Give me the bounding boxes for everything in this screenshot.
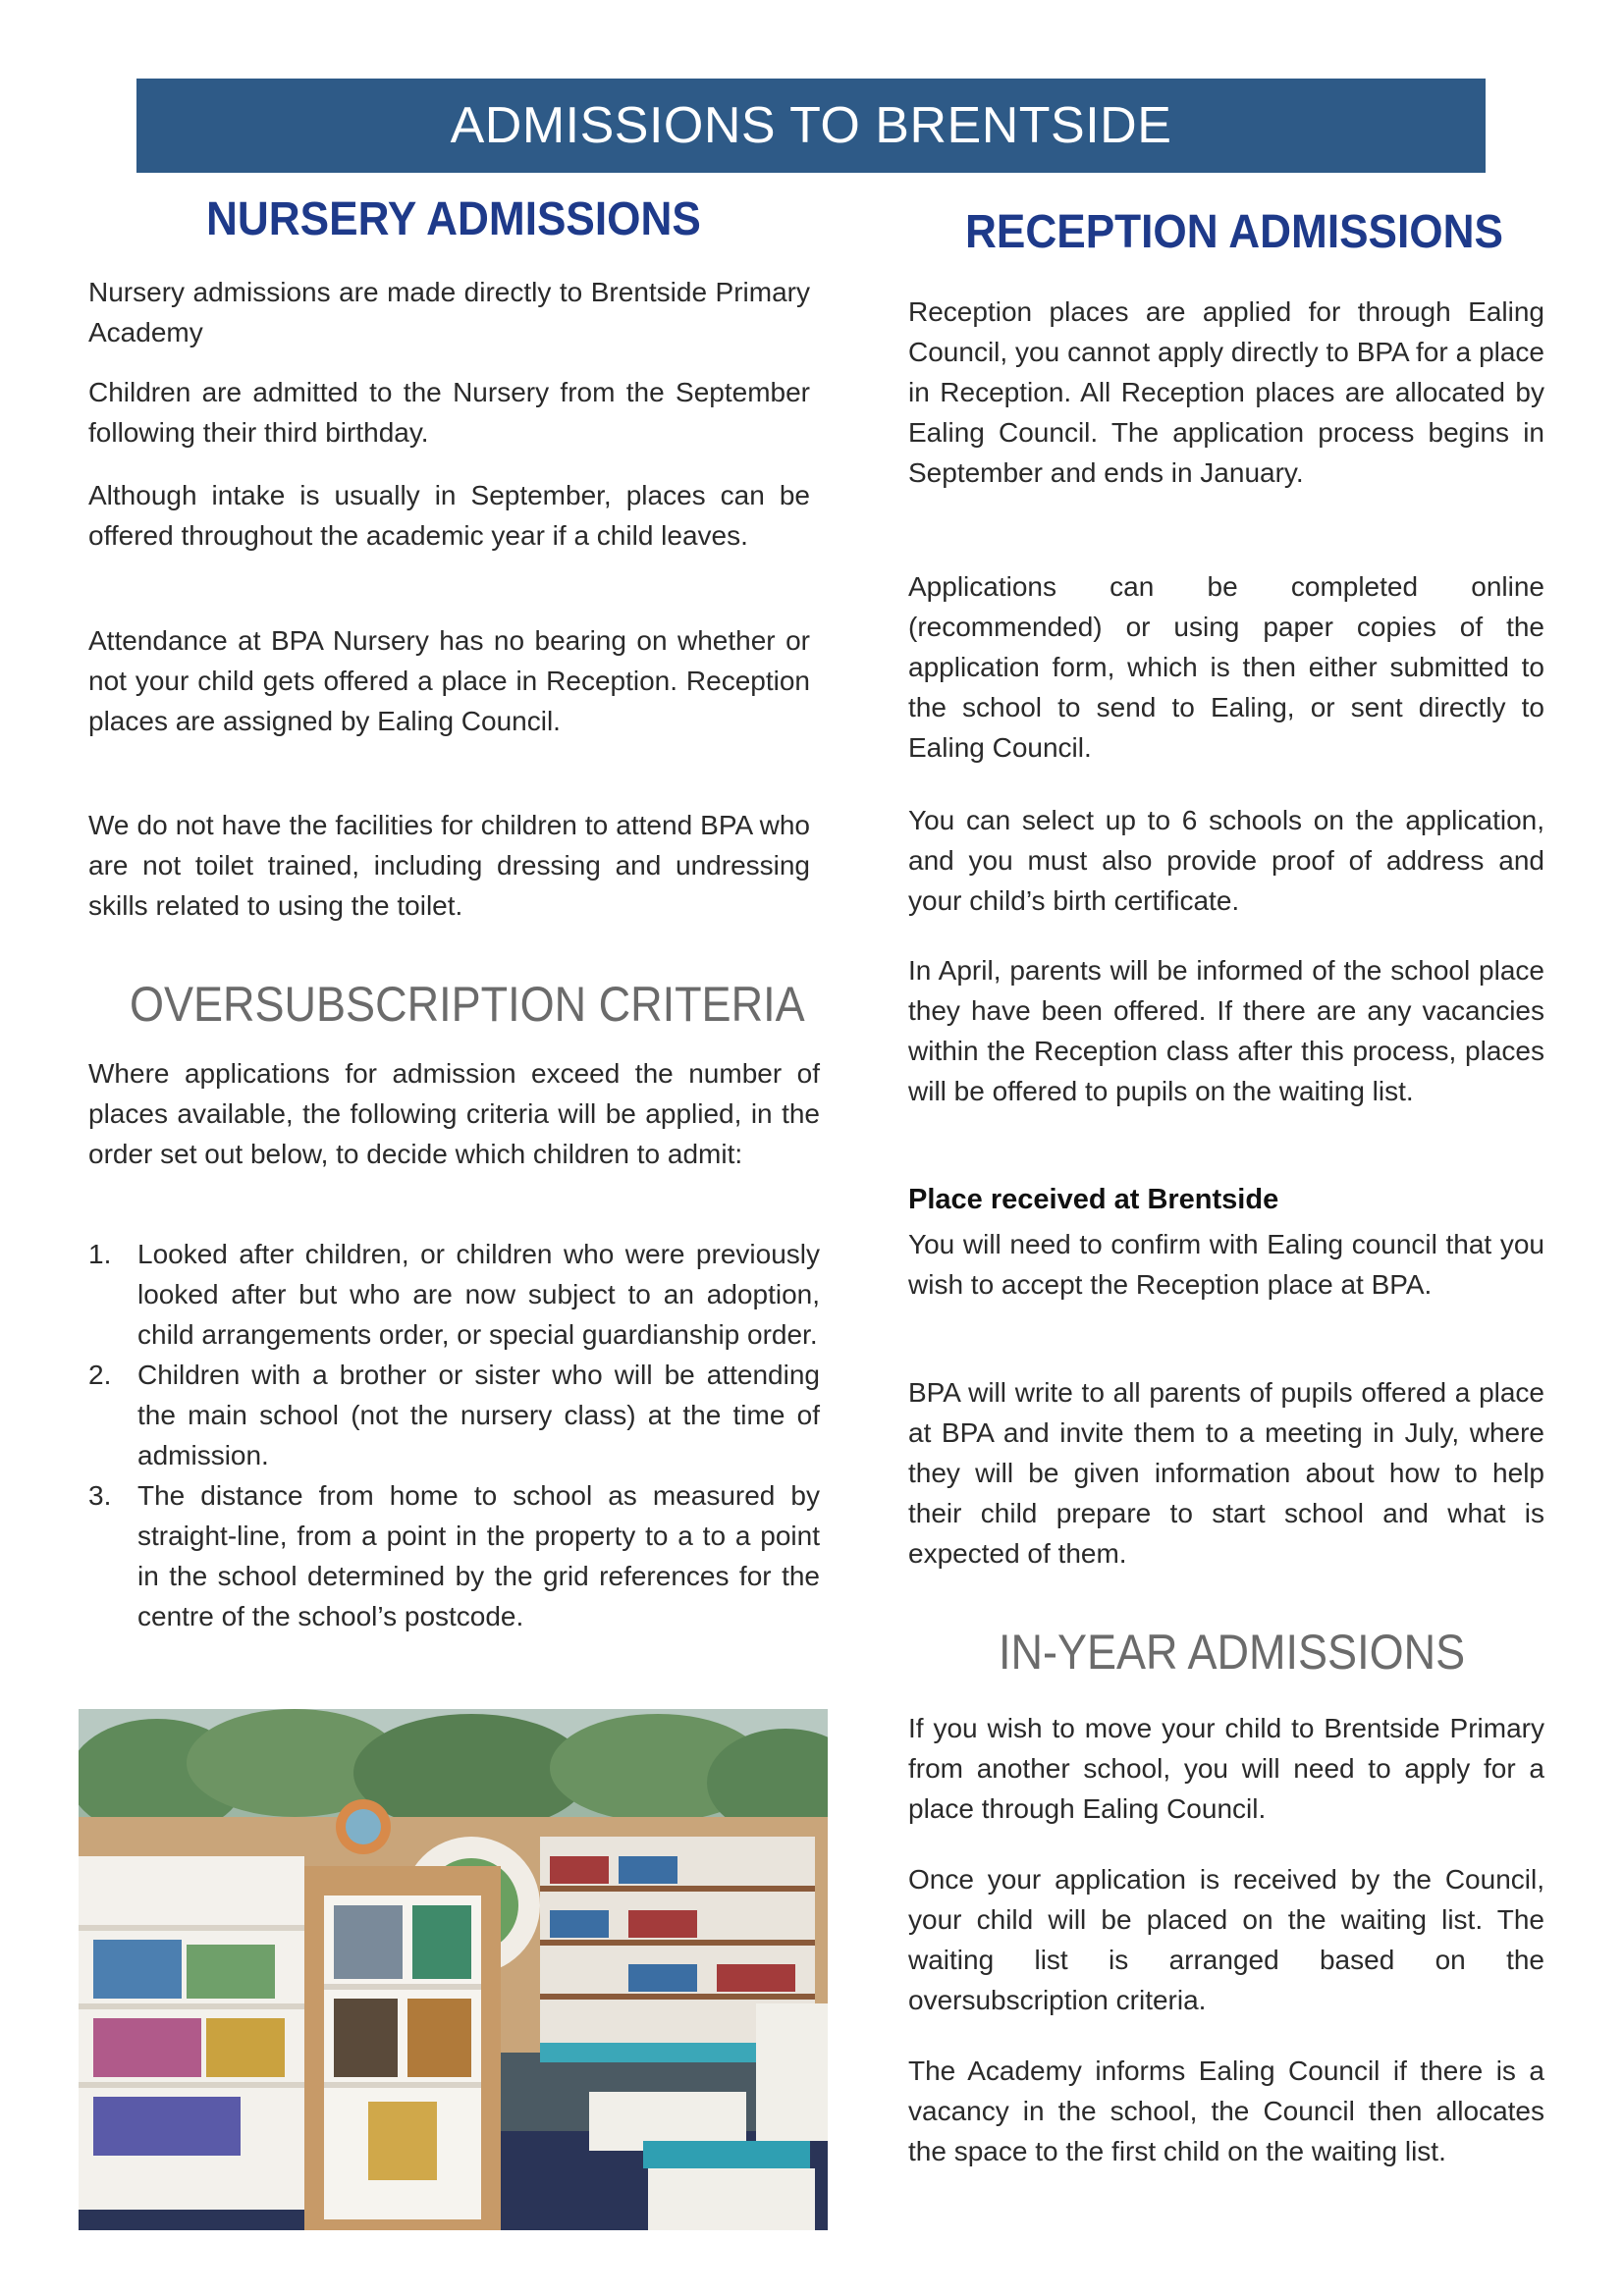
reception-paragraph-2: Applications can be completed online (recommended) or using paper copies of the application form, which is then either submitted to the school to send to Ealing, or sent directly to Ealing Council. xyxy=(908,571,1544,763)
in-year-paragraph-3: The Academy informs Ealing Council if there is a vacancy in the school, the Council then allocates the space to the first child on the waiting list. xyxy=(908,2056,1544,2166)
criteria-text: Looked after children, or children who were previously looked after but who are now subject to an adoption, child arrangements order, or special guardianship order. xyxy=(137,1239,820,1350)
criteria-list xyxy=(88,1234,820,1636)
criteria-item-1 xyxy=(88,1234,820,1355)
reception-paragraph-3: You can select up to 6 schools on the application, and you must also provide proof of address and your child’s birth certificate. xyxy=(908,805,1544,916)
oversubscription-heading: OVERSUBSCRIPTION CRITERIA xyxy=(130,977,805,1032)
in-year-heading: IN-YEAR ADMISSIONS xyxy=(999,1625,1466,1680)
reception-heading: RECEPTION ADMISSIONS xyxy=(965,206,1503,258)
nursery-paragraph-1: Nursery admissions are made directly to Brentside Primary Academy xyxy=(88,277,810,347)
criteria-number: 2. xyxy=(88,1360,112,1390)
criteria-number: 3. xyxy=(88,1480,112,1511)
criteria-text: The distance from home to school as measured by straight-line, from a point in the property to a to a point in the school determined by the grid references for the centre of the school’s postcode. xyxy=(137,1480,820,1631)
place-received-paragraph-1: You will need to confirm with Ealing council that you wish to accept the Reception place at BPA. xyxy=(908,1229,1544,1300)
place-received-subheading: Place received at Brentside xyxy=(908,1184,1279,1215)
in-year-paragraph-1: If you wish to move your child to Brentside Primary from another school, you will need to apply for a place through Ealing Council. xyxy=(908,1713,1544,1824)
page-title: ADMISSIONS TO BRENTSIDE xyxy=(450,97,1172,154)
reception-paragraph-4: In April, parents will be informed of the school place they have been offered. If there are any vacancies within the Reception class after this process, places will be offered to pupils on the waiting list. xyxy=(908,955,1544,1106)
library-illustration-icon xyxy=(79,1709,828,2230)
nursery-paragraph-5: We do not have the facilities for children to attend BPA who are not toilet trained, including dressing and undressing skills related to using the toilet. xyxy=(88,810,810,921)
nursery-paragraph-4: Attendance at BPA Nursery has no bearing on whether or not your child gets offered a place in Reception. Reception places are assigned by Ealing Council. xyxy=(88,625,810,736)
nursery-paragraph-2: Children are admitted to the Nursery from the September following their third birthday. xyxy=(88,377,810,448)
school-library-photo xyxy=(79,1709,828,2230)
nursery-heading: NURSERY ADMISSIONS xyxy=(206,193,701,245)
criteria-number: 1. xyxy=(88,1239,112,1269)
in-year-paragraph-2: Once your application is received by the Council, your child will be placed on the waiting list. The waiting list is arranged based on the oversubscription criteria. xyxy=(908,1864,1544,2015)
nursery-paragraph-3: Although intake is usually in September, places can be offered throughout the academic year if a child leaves. xyxy=(88,480,810,551)
oversubscription-intro: Where applications for admission exceed the number of places available, the following criteria will be applied, in the order set out below, to decide which children to admit: xyxy=(88,1058,820,1169)
criteria-item-3 xyxy=(88,1475,820,1636)
criteria-item-2 xyxy=(88,1355,820,1475)
title-banner xyxy=(136,79,1486,173)
place-received-paragraph-2: BPA will write to all parents of pupils offered a place at BPA and invite them to a meeting in July, where they will be given information about how to help their child prepare to start school and what is expected of them. xyxy=(908,1377,1544,1569)
reception-paragraph-1: Reception places are applied for through Ealing Council, you cannot apply directly to BPA for a place in Reception. All Reception places are allocated by Ealing Council. The application process begins in September and ends in January. xyxy=(908,296,1544,488)
criteria-text: Children with a brother or sister who will be attending the main school (not the nursery class) at the time of admission. xyxy=(137,1360,820,1470)
